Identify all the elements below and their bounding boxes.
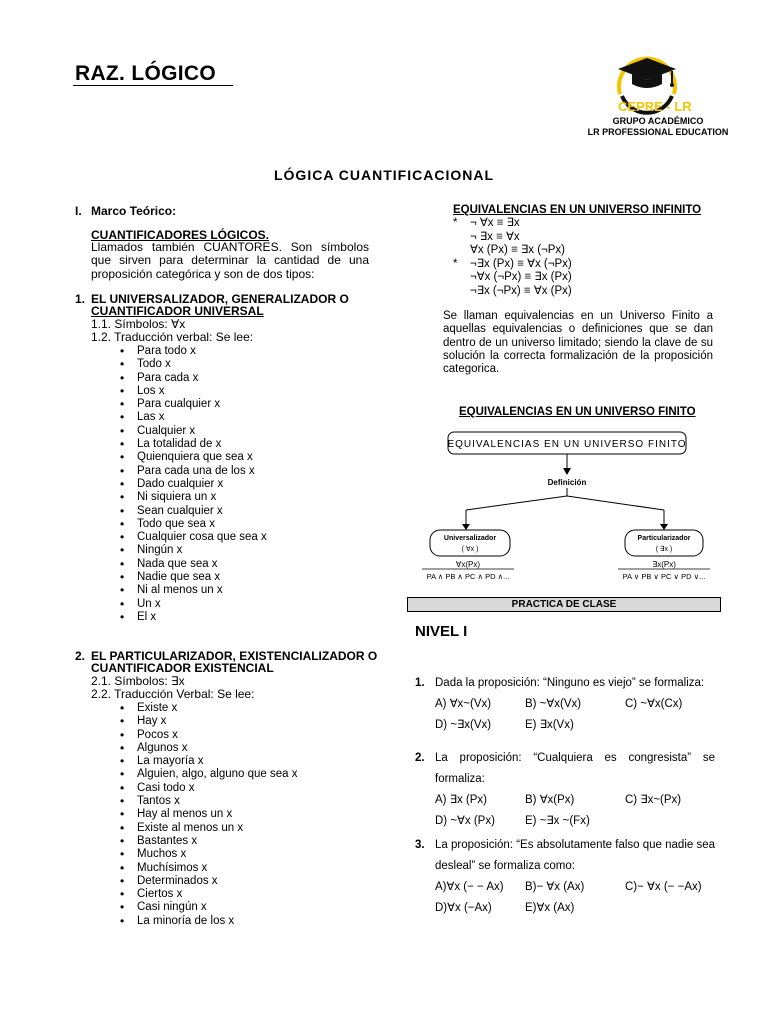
diagram-right-node-symbol: ( ∃x ) <box>655 546 673 553</box>
answer-option[interactable]: D)∀x (−Ax) <box>435 902 492 914</box>
finite-universe-paragraph: Se llaman equivalencias en un Universo Finito a aquellas equivalencias o definiciones que se dan dentro de un universo limitado; siendo la clave de su solución la correcta formalización de la proposición categorica. <box>443 310 713 376</box>
answer-option[interactable]: D) ~∃x(Vx) <box>435 719 492 731</box>
diagram-left-expression: ∀x(Px) <box>455 560 481 569</box>
list-item: • Para cada una de los x <box>137 465 267 478</box>
diagram-right-expression: ∃x(Px) <box>652 560 676 569</box>
list-item: • Ni siquiera un x <box>137 491 267 504</box>
list-item: • Dado cualquier x <box>137 478 267 491</box>
item-2-title-line-1: EL PARTICULARIZADOR, EXISTENCIALIZADOR O <box>91 649 378 663</box>
question <box>415 835 715 919</box>
list-item: • Pocos x <box>137 729 297 742</box>
section-number: I. <box>75 204 82 218</box>
infinite-equivalences-title: EQUIVALENCIAS EN UN UNIVERSO INFINITO <box>453 204 702 216</box>
quantifiers-intro: Llamados también CUANTORES. Son símbolos que sirven para determinar la cantidad de una proposición categórica y son de dos tipos: <box>91 240 369 281</box>
list-item: • Cualquier cosa que sea x <box>137 531 267 544</box>
logo-name: CEPRE - LR <box>618 99 692 114</box>
equivalence-row <box>453 258 572 272</box>
list-item: • Bastantes x <box>137 835 297 848</box>
list-item: • Nada que sea x <box>137 558 267 571</box>
question-number: 2. <box>415 752 425 764</box>
list-item: • Casi ningún x <box>137 901 297 914</box>
options-row <box>435 694 715 715</box>
answer-option[interactable]: B) ∀x(Px) <box>525 794 575 806</box>
finite-equivalences-diagram <box>420 430 720 590</box>
equivalence-row <box>453 217 572 231</box>
options-row <box>435 715 715 736</box>
list-item: • Ciertos x <box>137 888 297 901</box>
list-item: • Determinados x <box>137 875 297 888</box>
answer-option[interactable]: A) ∀x~(Vx) <box>435 698 492 710</box>
list-item: • Muchísimos x <box>137 862 297 875</box>
finite-equivalences-title: EQUIVALENCIAS EN UN UNIVERSO FINITO <box>459 406 696 418</box>
equivalence-row <box>453 271 572 285</box>
list-item: • Casi todo x <box>137 782 297 795</box>
list-item: • Todo x <box>137 358 267 371</box>
list-item: • Algunos x <box>137 742 297 755</box>
list-item: • Nadie que sea x <box>137 571 267 584</box>
question <box>415 748 715 832</box>
equivalence-row <box>453 285 572 299</box>
existential-readings-list <box>137 702 297 928</box>
diagram-left-node-label: Universalizador <box>443 535 497 542</box>
item-1-symbols: 1.1. Símbolos: ∀x <box>91 317 186 331</box>
page-title: LÓGICA CUANTIFICACIONAL <box>273 167 495 183</box>
answer-option[interactable]: A) ∃x (Px) <box>435 794 487 806</box>
options-row <box>435 877 715 898</box>
list-item: • La totalidad de x <box>137 438 267 451</box>
title-underline <box>73 85 233 86</box>
list-item: • Quienquiera que sea x <box>137 451 267 464</box>
equivalence-mark: * <box>453 257 458 270</box>
diagram-definition-label: Definición <box>547 478 587 487</box>
list-item: • Sean cualquier x <box>137 505 267 518</box>
item-2-symbols: 2.1. Símbolos: ∃x <box>91 674 185 688</box>
practice-banner: PRACTICA DE CLASE <box>407 597 721 612</box>
list-item: • Tantos x <box>137 795 297 808</box>
item-2-title-line-2: CUANTIFICADOR EXISTENCIAL <box>91 661 274 675</box>
logo-line-1: GRUPO ACADÉMICO <box>612 116 704 126</box>
question <box>415 673 715 736</box>
logo-line-2: LR PROFESSIONAL EDUCATION <box>587 127 729 137</box>
answer-option[interactable]: B) ~∀x(Vx) <box>525 698 582 710</box>
equivalence-row <box>453 231 572 245</box>
options-row <box>435 898 715 919</box>
equivalence-text: ¬∀x (¬Px) ≡ ∃x (Px) <box>470 271 572 283</box>
list-item: • Existe x <box>137 702 297 715</box>
answer-option[interactable]: C)− ∀x (− −Ax) <box>625 881 702 893</box>
list-item: • Muchos x <box>137 848 297 861</box>
answer-option[interactable]: E) ∃x(Vx) <box>525 719 574 731</box>
list-item: • La minoría de los x <box>137 915 297 928</box>
section-title: Marco Teórico: <box>91 204 177 218</box>
list-item: • Un x <box>137 598 267 611</box>
quantifiers-subtitle: CUANTIFICADORES LÓGICOS. <box>91 228 270 242</box>
list-item: • Hay x <box>137 715 297 728</box>
universal-readings-list <box>137 345 267 624</box>
diagram-left-node-symbol: ( ∀x ) <box>461 546 479 553</box>
item-2-number: 2. <box>75 649 86 663</box>
list-item: • La mayoría x <box>137 755 297 768</box>
level-heading: NIVEL I <box>415 623 468 640</box>
equivalence-text: ¬ ∃x ≡ ∀x <box>470 230 520 243</box>
question-text: La proposición: “Cualquiera es congresista” se formaliza: <box>435 752 715 785</box>
question-text: La proposición: “Es absolutamente falso que nadie sea desleal” se formaliza como: <box>435 839 716 872</box>
list-item: • Para todo x <box>137 345 267 358</box>
question-number: 1. <box>415 677 425 689</box>
item-1-reading: 1.2. Traducción verbal: Se lee: <box>91 330 254 344</box>
list-item: • Para cada x <box>137 372 267 385</box>
item-1-title-line-1: EL UNIVERSALIZADOR, GENERALIZADOR O <box>91 292 349 306</box>
list-item: • Los x <box>137 385 267 398</box>
options-row <box>435 811 715 832</box>
list-item: • Para cualquier x <box>137 398 267 411</box>
equivalence-mark: * <box>453 217 458 229</box>
list-item: • Ni al menos un x <box>137 584 267 597</box>
list-item: • Ningún x <box>137 544 267 557</box>
diagram-right-expansion: PA ∨ PB ∨ PC ∨ PD ∨... <box>622 572 706 581</box>
answer-option[interactable]: E) ~∃x ~(Fx) <box>525 815 590 827</box>
equivalence-text: ¬∃x (Px) ≡ ∀x (¬Px) <box>470 257 572 270</box>
question-number: 3. <box>415 839 425 851</box>
options-row <box>435 790 715 811</box>
item-2-reading: 2.2. Traducción Verbal: Se lee: <box>91 687 255 701</box>
list-item: • Cualquier x <box>137 425 267 438</box>
question-text: Dada la proposición: “Ninguno es viejo” se formaliza: <box>435 677 705 689</box>
list-item: • Existe al menos un x <box>137 822 297 835</box>
list-item: • Alguien, algo, alguno que sea x <box>137 768 297 781</box>
equivalence-text: ¬∃x (¬Px) ≡ ∀x (Px) <box>470 284 572 297</box>
answer-option[interactable]: E)∀x (Ax) <box>525 902 575 914</box>
diagram-right-node-label: Particularizador <box>637 535 691 542</box>
answer-option[interactable]: A)∀x (− − Ax) <box>435 881 504 893</box>
item-1-number: 1. <box>75 292 86 306</box>
answer-option[interactable]: C) ∃x~(Px) <box>625 794 682 806</box>
equivalence-row <box>453 244 572 258</box>
list-item: • Todo que sea x <box>137 518 267 531</box>
answer-option[interactable]: B)− ∀x (Ax) <box>525 881 585 893</box>
list-item: • Hay al menos un x <box>137 808 297 821</box>
diagram-top-box-text: EQUIVALENCIAS EN UN UNIVERSO FINITO <box>447 439 687 450</box>
answer-option[interactable]: C) ~∀x(Cx) <box>625 698 683 710</box>
item-1-title-line-2: CUANTIFICADOR UNIVERSAL <box>91 304 264 318</box>
equivalence-text: ¬ ∀x ≡ ∃x <box>470 217 520 229</box>
equivalence-text: ∀x (Px) ≡ ∃x (¬Px) <box>470 244 565 256</box>
diagram-left-expansion: PA ∧ PB ∧ PC ∧ PD ∧... <box>426 572 510 581</box>
list-item: • El x <box>137 611 267 624</box>
list-item: • Las x <box>137 411 267 424</box>
answer-option[interactable]: D) ~∀x (Px) <box>435 815 495 827</box>
subject-title: RAZ. LÓGICO <box>75 62 216 85</box>
infinite-equivalences-list <box>453 217 572 298</box>
